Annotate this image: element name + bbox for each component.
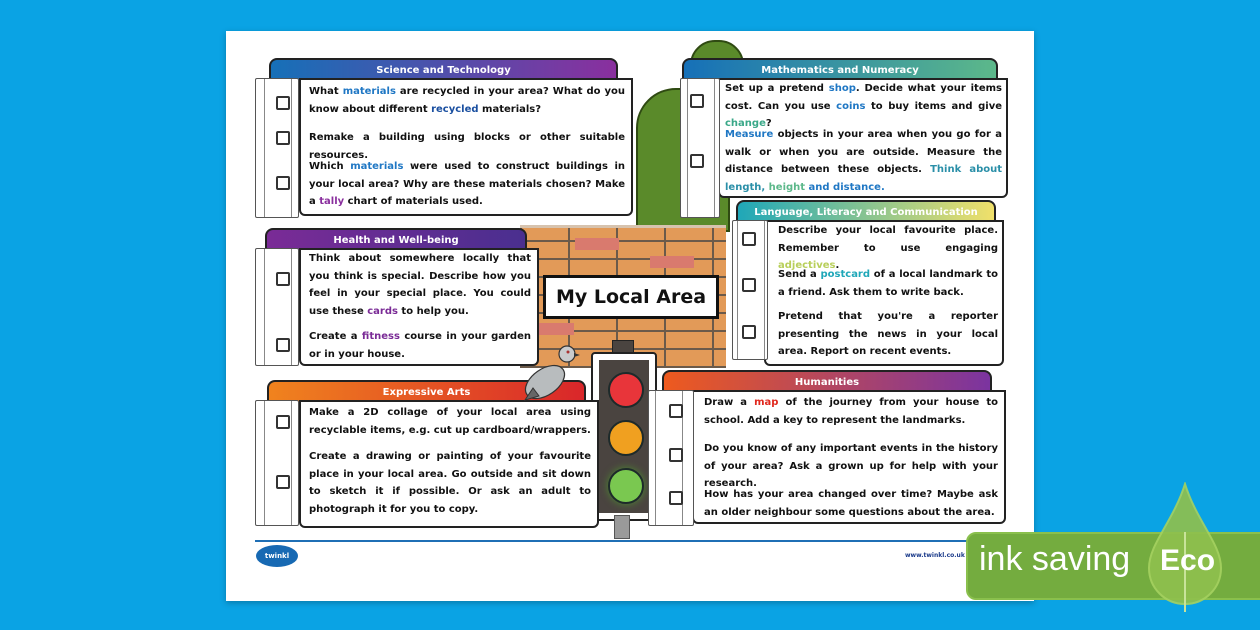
keyword: materials — [342, 86, 396, 97]
task-checkbox[interactable] — [742, 232, 756, 246]
task-checkbox[interactable] — [276, 272, 290, 286]
keyword: recycled — [431, 103, 479, 115]
ink-saving-label: ink saving — [979, 540, 1131, 578]
task-text: Draw a map of the journey from your house to school. Add a key to represent the landmarks. — [704, 397, 999, 426]
card-title: Health and Well-being — [333, 234, 459, 246]
task-text: Do you know of any important events in the history of your area? Ask a grown up for help with your research. — [704, 443, 998, 489]
task-text: Make a 2D collage of your local area using recyclable items, e.g. cut up cardboard/wrappers. — [309, 407, 591, 436]
keyword: and distance. — [805, 181, 885, 193]
card-title: Science and Technology — [376, 64, 511, 76]
card-header — [682, 58, 998, 80]
brick-accent — [575, 238, 619, 250]
pigeon-illustration — [515, 338, 585, 408]
task-checkbox[interactable] — [690, 94, 704, 108]
keyword: change — [725, 118, 766, 129]
task-checkbox[interactable] — [276, 415, 290, 429]
footer-divider — [255, 540, 1007, 542]
keyword: cards — [367, 305, 398, 317]
task-text: How has your area changed over time? Maybe ask an older neighbour some questions about the area. — [704, 489, 998, 518]
traffic-light-pole — [614, 515, 630, 539]
footer-url: www.twinkl.co.uk — [905, 552, 965, 559]
card-header — [265, 228, 527, 250]
card-title: Humanities — [794, 376, 860, 388]
task-text: Send a postcard of a local landmark to a friend. Ask them to write back. — [778, 269, 998, 298]
card-title: Expressive Arts — [382, 386, 471, 398]
task-checkbox[interactable] — [276, 131, 290, 145]
task-checkbox[interactable] — [690, 154, 704, 168]
twinkl-logo: twinkl — [256, 545, 298, 567]
task-checkbox[interactable] — [742, 325, 756, 339]
task-text: Create a fitness course in your garden or in your house. — [309, 331, 531, 360]
task-text: Set up a pretend shop. Decide what your items cost. Can you use coins to buy items and give change? — [725, 83, 1002, 129]
task-checkbox[interactable] — [276, 475, 290, 489]
green-light-icon — [608, 468, 644, 504]
keyword: shop — [828, 83, 856, 94]
brick-accent — [650, 256, 694, 268]
keyword: height — [768, 181, 806, 193]
card-title: Language, Literacy and Communication — [754, 206, 978, 218]
task-text: Remake a building using blocks or other suitable resources. — [309, 132, 625, 161]
task-text: Pretend that you're a reporter presenting the news in your local area. Report on recent events. — [778, 311, 998, 357]
page-title: My Local Area — [543, 275, 719, 319]
keyword: materials — [350, 161, 404, 172]
task-checkbox[interactable] — [742, 278, 756, 292]
keyword: adjectives — [778, 260, 836, 271]
task-checkbox[interactable] — [669, 491, 683, 505]
task-checkbox[interactable] — [669, 448, 683, 462]
card-header — [736, 200, 996, 222]
eco-label: Eco — [1160, 544, 1216, 577]
task-text: Think about somewhere locally that you think is special. Describe how you feel in your special place. You could use these cards to help you. — [309, 253, 531, 317]
task-text: Describe your local favourite place. Remember to use engaging adjectives. — [778, 225, 998, 271]
keyword: tally — [319, 196, 345, 207]
task-checkbox[interactable] — [276, 338, 290, 352]
keyword: coins — [836, 100, 866, 112]
keyword: map — [754, 397, 779, 408]
task-text: Measure objects in your area when you go for a walk or when you are outside. Measure the distance between these objects. Think about length, height and distance. — [725, 129, 1002, 193]
card-title: Mathematics and Numeracy — [761, 64, 919, 76]
keyword: Think about length, — [725, 164, 1002, 193]
task-text: Create a drawing or painting of your favourite place in your local area. Go outside and sit down to sketch it if possible. Or ask an adult to photograph it for you to copy. — [309, 451, 591, 515]
card-header — [662, 370, 992, 392]
task-checkbox[interactable] — [669, 404, 683, 418]
task-checkbox[interactable] — [276, 96, 290, 110]
task-checkbox[interactable] — [276, 176, 290, 190]
task-text: Which materials were used to construct buildings in your local area? Why are these materials chosen? Make a tally chart of materials used. — [309, 161, 625, 207]
red-light-icon — [608, 372, 644, 408]
keyword: fitness — [361, 331, 400, 342]
card-header — [269, 58, 618, 80]
task-text: What materials are recycled in your area? What do you know about different recycled materials? — [309, 86, 625, 115]
amber-light-icon — [608, 420, 644, 456]
keyword: Measure — [725, 129, 774, 140]
keyword: postcard — [820, 269, 871, 280]
